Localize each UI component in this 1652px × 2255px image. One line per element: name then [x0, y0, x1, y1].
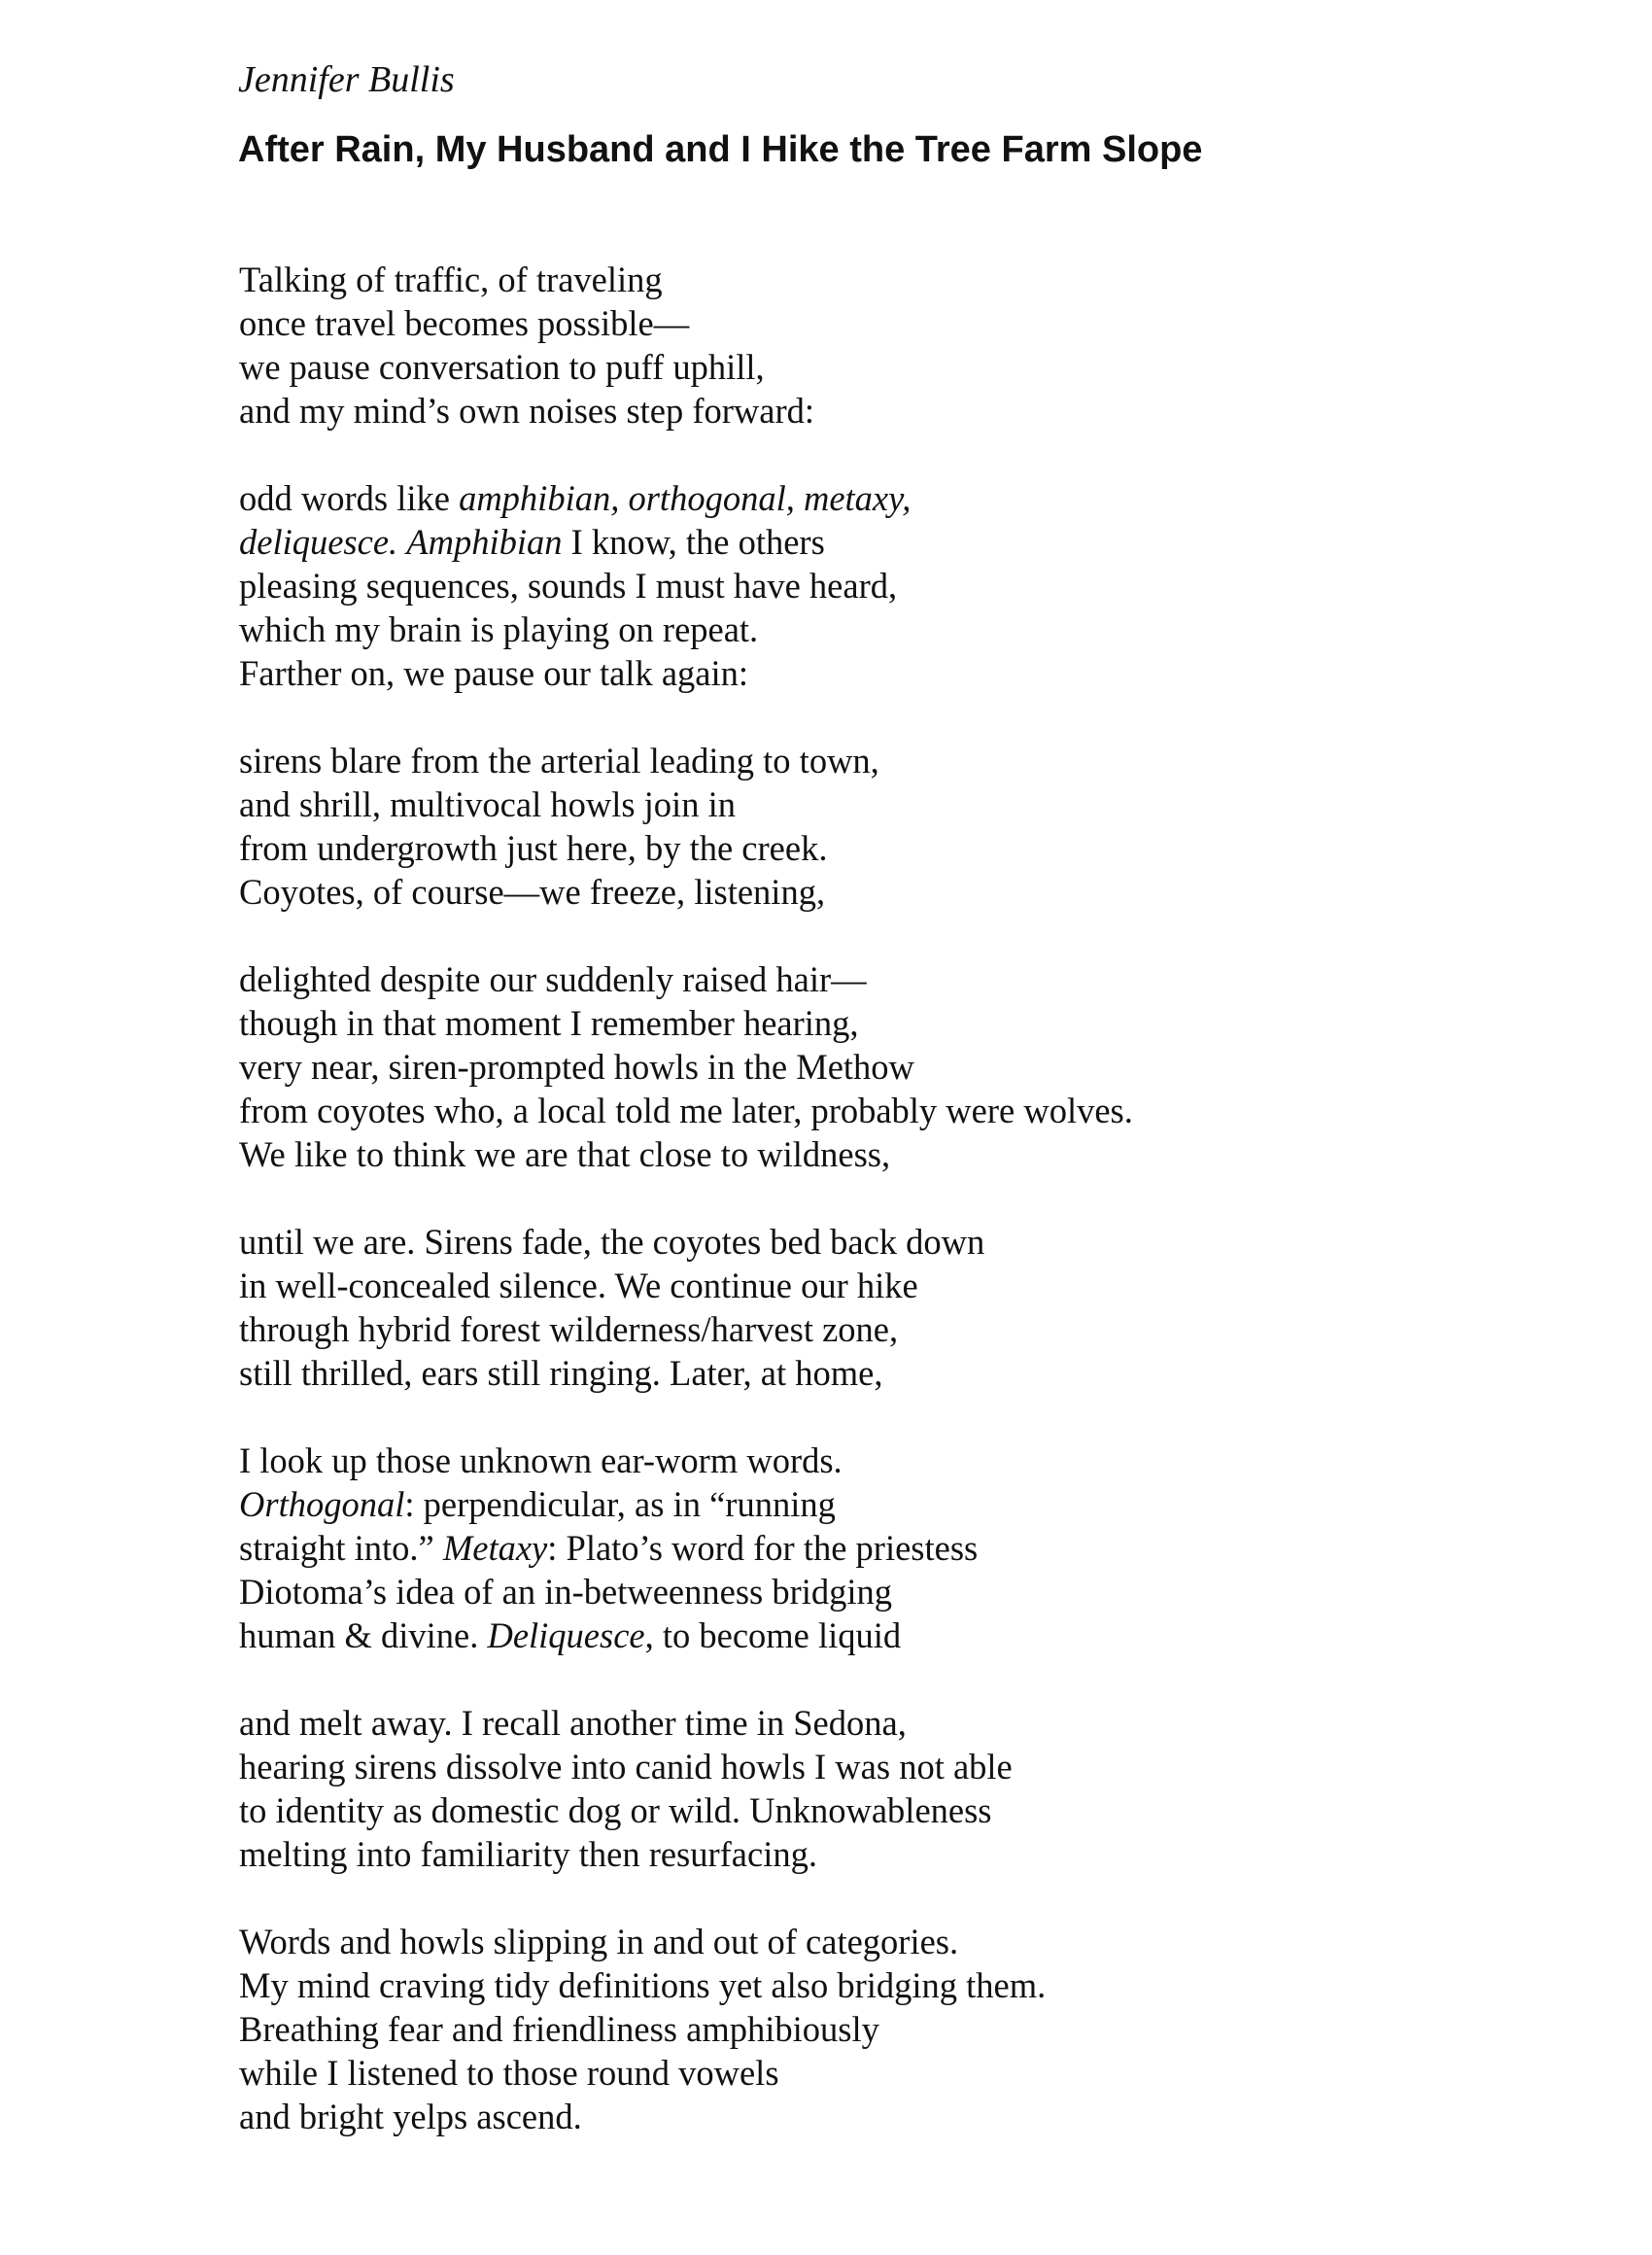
poem-line: pleasing sequences, sounds I must have heard, — [239, 566, 898, 606]
poem-line: to identity as domestic dog or wild. Unknowableness — [239, 1790, 992, 1830]
poem-line: Coyotes, of course—we freeze, listening, — [239, 872, 826, 912]
poem-line: Talking of traffic, of traveling — [239, 260, 663, 299]
italic-term: amphibian, orthogonal, metaxy, — [459, 478, 912, 518]
stanza — [239, 1439, 1502, 1657]
poem-line: which my brain is playing on repeat. — [239, 609, 759, 649]
poem-line: and bright yelps ascend. — [239, 2097, 582, 2136]
poem-line: Words and howls slipping in and out of categories. — [239, 1922, 959, 1961]
poem-line: we pause conversation to puff uphill, — [239, 347, 765, 387]
author-name: Jennifer Bullis — [238, 59, 455, 100]
poem-line: hearing sirens dissolve into canid howls I was not able — [239, 1747, 1013, 1787]
poem-line: human & divine. Deliquesce, to become liquid — [239, 1615, 902, 1655]
poem-line: in well-concealed silence. We continue our hike — [239, 1266, 918, 1305]
italic-term: Deliquesce — [487, 1615, 645, 1655]
poem-line: from undergrowth just here, by the creek. — [239, 828, 828, 868]
italic-term: Amphibian — [406, 522, 563, 562]
poem-line: Orthogonal: perpendicular, as in “running — [239, 1484, 836, 1524]
poem-body — [239, 258, 1502, 2182]
poem-line: while I listened to those round vowels — [239, 2053, 779, 2093]
stanza — [239, 1920, 1502, 2138]
poem-line: Breathing fear and friendliness amphibiously — [239, 2009, 879, 2049]
poem-line: from coyotes who, a local told me later, probably were wolves. — [239, 1091, 1133, 1130]
poem-line: and shrill, multivocal howls join in — [239, 784, 736, 824]
poem-line: Diotoma’s idea of an in-betweenness bridging — [239, 1572, 893, 1612]
poem-line: sirens blare from the arterial leading to town, — [239, 741, 879, 781]
poem-line: until we are. Sirens fade, the coyotes bed back down — [239, 1222, 985, 1262]
poem-line: though in that moment I remember hearing, — [239, 1003, 859, 1043]
poem-line: Farther on, we pause our talk again: — [239, 653, 749, 693]
poem-line: through hybrid forest wilderness/harvest zone, — [239, 1309, 899, 1349]
poem-line: delighted despite our suddenly raised hair— — [239, 959, 867, 999]
poem-line: and melt away. I recall another time in Sedona, — [239, 1703, 907, 1743]
stanza — [239, 1220, 1502, 1395]
poem-line: We like to think we are that close to wildness, — [239, 1134, 891, 1174]
poem-line: melting into familiarity then resurfacing. — [239, 1834, 817, 1874]
stanza — [239, 1701, 1502, 1876]
italic-term: deliquesce. — [239, 522, 398, 562]
poem-line: deliquesce. Amphibian I know, the others — [239, 522, 825, 562]
stanza — [239, 957, 1502, 1176]
italic-term: Orthogonal — [239, 1484, 405, 1524]
stanza — [239, 739, 1502, 914]
poem-line: very near, siren-prompted howls in the Methow — [239, 1047, 914, 1087]
poem-title: After Rain, My Husband and I Hike the Tree Farm Slope — [238, 129, 1203, 170]
poem-line: odd words like amphibian, orthogonal, metaxy, — [239, 478, 912, 518]
stanza — [239, 476, 1502, 695]
stanza — [239, 258, 1502, 433]
poem-line: still thrilled, ears still ringing. Later, at home, — [239, 1353, 883, 1393]
poem-line: My mind craving tidy definitions yet also bridging them. — [239, 1965, 1047, 2005]
poem-line: I look up those unknown ear-worm words. — [239, 1440, 843, 1480]
italic-term: Metaxy — [442, 1528, 548, 1568]
poem-line: once travel becomes possible— — [239, 303, 690, 343]
poem-line: straight into.” Metaxy: Plato’s word for the priestess — [239, 1528, 979, 1568]
poem-line: and my mind’s own noises step forward: — [239, 391, 815, 431]
